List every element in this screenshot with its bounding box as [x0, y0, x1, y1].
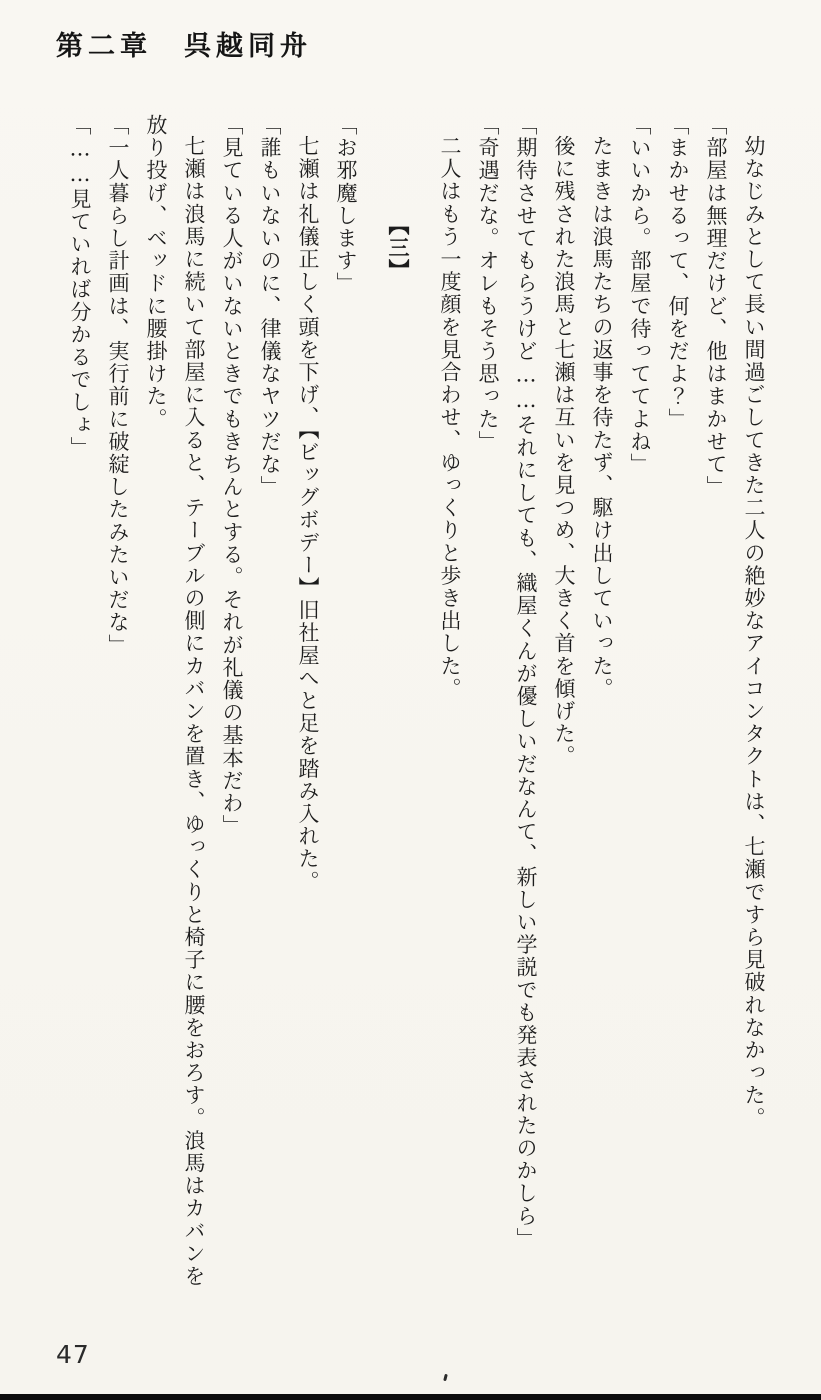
text-line: 「お邪魔します」: [334, 114, 358, 295]
bottom-edge-bar: [0, 1394, 821, 1400]
text-line: 七瀬は浪馬に続いて部屋に入ると、テーブルの側にカバンを置き、ゆっくりと椅子に腰をおろす。浪馬はカバンを放り投げ、ベッドに腰掛けた。: [144, 114, 206, 1288]
text-line: 後に残された浪馬と七瀬は互いを見つめ、大きく首を傾げた。: [552, 135, 576, 768]
text-line: 「……見ていれば分かるでしょ」: [68, 114, 92, 459]
text-line: 「誰もいないのに、律儀なヤツだな」: [258, 114, 282, 499]
text-line: 「一人暮らし計画は、実行前に破綻したみたいだな」: [106, 114, 130, 657]
text-line: たまきは浪馬たちの返事を待たず、駆け出していった。: [590, 135, 614, 700]
text-line: 幼なじみとして長い間過ごしてきた二人の絶妙なアイコンタクトは、七瀬ですら見破れなかった。: [742, 135, 766, 1130]
text-line: 「見ている人がいないときでもきちんとする。それが礼儀の基本だわ」: [220, 114, 244, 838]
page-number: 47: [56, 1340, 90, 1369]
section-divider: 【三】: [386, 214, 411, 282]
text-line: 「部屋は無理だけど、他はまかせて」: [704, 114, 728, 499]
text-line: 「奇遇だな。オレもそう思った」: [476, 114, 500, 453]
ink-speck: [443, 1374, 448, 1382]
text-line: 「まかせるって、何をだよ？」: [666, 114, 690, 431]
text-line: 「期待させてもらうけど……それにしても、織屋くんが優しいだなんて、新しい学説でも発表されたのかしら」: [514, 114, 538, 1250]
text-line: 「いいから。部屋で待っててよね」: [628, 114, 652, 476]
text-line: 七瀬は礼儀正しく頭を下げ、【ビッグボデー】旧社屋へと足を踏み入れた。: [296, 135, 320, 893]
chapter-header: 第二章 呉越同舟: [56, 31, 312, 62]
text-line: 二人はもう一度顔を見合わせ、ゆっくりと歩き出した。: [438, 135, 462, 700]
body-text: [61, 114, 773, 1300]
